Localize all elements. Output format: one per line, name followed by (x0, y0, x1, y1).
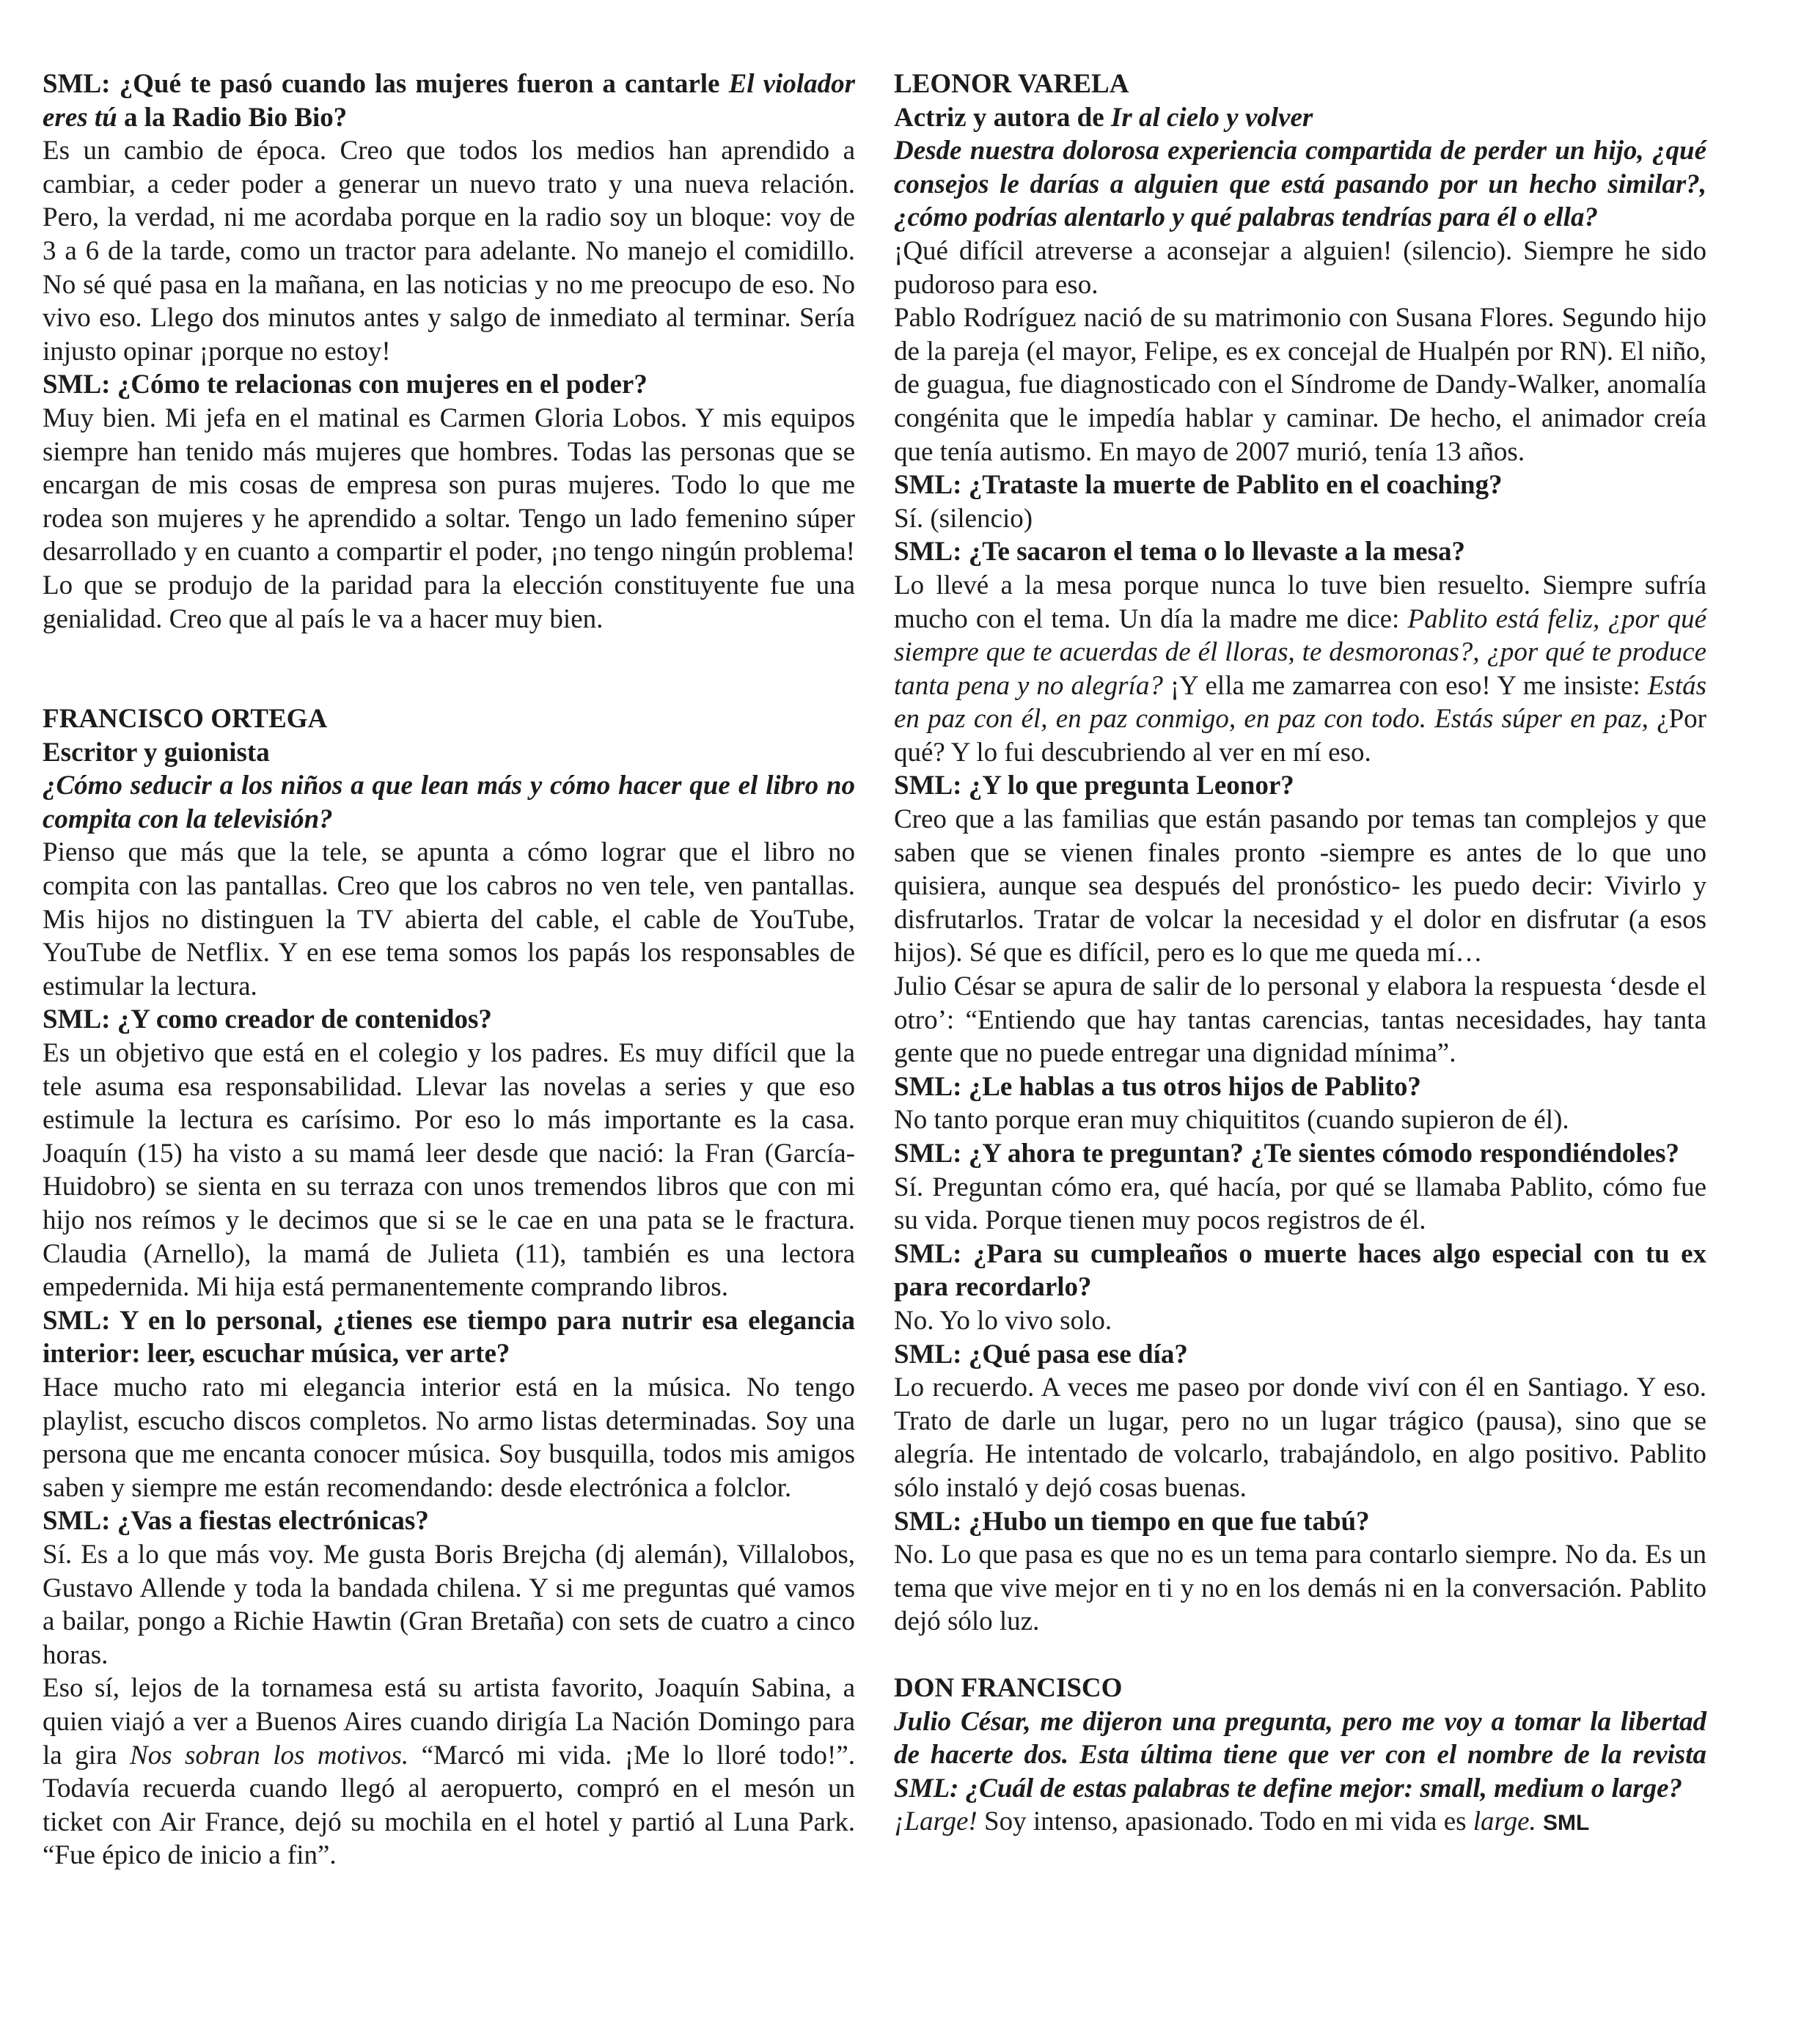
answer-paragraph: Es un objetivo que está en el colegio y los padres. Es muy difícil que la tele asuma esa responsabilidad. Llevar las novelas a series y que eso estimule la lectura es carísimo. Por eso lo más importante es la casa. Joaquín (15) ha visto a su mamá leer desde que nació: la Fran (García-Huidobro) se sienta en su terraza con unos tremendos libros que con mi hijo nos reímos y le decimos que si se le cae en una pata se le fractura. Claudia (Arnello), la mamá de Julieta (11), también es una lectora empedernida. Mi hija está permanentemente comprando libros. (43, 1038, 855, 1303)
right-column (894, 67, 1706, 1840)
question-ese-dia: SML: ¿Qué pasa ese día? (894, 1339, 1188, 1370)
guest-question: Julio César, me dijeron una pregunta, pero me voy a tomar la libertad de hacerte dos. Esta última tiene que ver con el nombre de la revista SML: ¿Cuál de estas palabras te define mejor: small, medium o large? (894, 1706, 1706, 1804)
answer-paragraph: No tanto porque eran muy chiquititos (cuando supieron de él). (894, 1105, 1569, 1136)
answer-paragraph: Hace mucho rato mi elegancia interior está en la música. No tengo playlist, escucho discos completos. No armo listas determinadas. Soy una persona que me encanta conocer música. Soy busquilla, todos mis amigos saben y siempre me están recomendando: desde electrónica a folclor. (43, 1372, 855, 1503)
answer-paragraph: Sí. Preguntan cómo era, qué hacía, por qué se llamaba Pablito, cómo fue su vida. Porque tienen muy pocos registros de él. (894, 1172, 1706, 1236)
question-mesa: SML: ¿Te sacaron el tema o lo llevaste a la mesa? (894, 537, 1465, 567)
answer-italic: Nos sobran los motivos. (130, 1740, 409, 1771)
question-italic: El violador eres tú (43, 69, 855, 133)
question-mujeres-poder: SML: ¿Cómo te relacionas con mujeres en el poder? (43, 370, 648, 400)
question-coaching: SML: ¿Trataste la muerte de Pablito en el coaching? (894, 470, 1503, 501)
section-name-francisco-ortega: FRANCISCO ORTEGA (43, 704, 328, 735)
answer-paragraph: Sí. (silencio) (894, 503, 1033, 534)
answer-italic: large. (1473, 1806, 1536, 1837)
answer-paragraph: Pablo Rodríguez nació de su matrimonio con Susana Flores. Segundo hijo de la pareja (el mayor, Felipe, es ex concejal de Hualpén por RN). El niño, de guagua, fue diagnosticado con el Síndrome de Dandy-Walker, anomalía congénita que le impedía hablar y caminar. De hecho, el animador creía que tenía autismo. En mayo de 2007 murió, tenía 13 años. (894, 303, 1706, 467)
role-italic: Ir al cielo y volver (1110, 102, 1313, 133)
question-otros-hijos: SML: ¿Le hablas a tus otros hijos de Pablito? (894, 1071, 1421, 1102)
answer-text: “Marcó mi vida. ¡Me lo lloré todo!”. Todavía recuerda cuando llegó al aeropuerto, compró en el mesón un ticket con Air France, dejó su mochila en el hotel y partió al Luna Park. “Fue épico de inicio a fin”. (43, 1740, 856, 1871)
answer-paragraph: Sí. Es a lo que más voy. Me gusta Boris Brejcha (dj alemán), Villalobos, Gustavo Allende y toda la bandada chilena. Y si me preguntas qué vamos a bailar, pongo a Richie Hawtin (Gran Bretaña) con sets de cuatro a cinco horas. (43, 1539, 855, 1670)
question-text: a la Radio Bio Bio? (117, 102, 348, 133)
answer-paragraph (894, 569, 1706, 770)
answer-text: Soy intenso, apasionado. Todo en mi vida es (977, 1806, 1473, 1837)
answer-italic: Pablito está feliz, ¿por qué siempre que te acuerdas de él lloras, te desmoronas?, ¿por qué te produce tanta pena y no alegría? (894, 603, 1706, 701)
answer-text: Lo llevé a la mesa porque nunca lo tuve bien resuelto. Siempre sufría mucho con el tema. Un día la madre me dice: (894, 570, 1706, 634)
left-column (43, 67, 855, 1872)
question-cumpleanos: SML: ¿Para su cumpleaños o muerte haces algo especial con tu ex para recordarlo? (894, 1238, 1706, 1303)
question-creador-contenidos: SML: ¿Y como creador de contenidos? (43, 1004, 492, 1035)
question-leonor: SML: ¿Y lo que pregunta Leonor? (894, 771, 1294, 801)
role-text: Actriz y autora de (894, 102, 1111, 133)
answer-paragraph: Pienso que más que la tele, se apunta a cómo lograr que el libro no compita con las pantallas. Creo que los cabros no ven tele, ven pantallas. Mis hijos no distinguen la TV abierta del cable, el cable de YouTube, YouTube de Netflix. Y en ese tema somos los papás los responsables de estimular la lectura. (43, 837, 855, 1001)
section-spacer (43, 636, 855, 702)
answer-italic: Estás en paz con él, en paz conmigo, en paz con todo. Estás súper en paz, (894, 670, 1706, 735)
question-elegancia-interior: SML: Y en lo personal, ¿tienes ese tiempo para nutrir esa elegancia interior: leer, escuchar música, ver arte? (43, 1305, 855, 1370)
answer-italic: ¡Large! (894, 1806, 978, 1837)
answer-text: Eso sí, lejos de la tornamesa está su artista favorito, Joaquín Sabina, a quien viajó a ver a Buenos Aires cuando dirigía La Nación Domingo para la gira (43, 1673, 855, 1771)
answer-paragraph: No. Yo lo vivo solo. (894, 1305, 1112, 1336)
answer-paragraph: Es un cambio de época. Creo que todos los medios han aprendido a cambiar, a ceder poder a generar un nuevo trato y una nueva relación. Pero, la verdad, ni me acordaba porque en la radio soy un bloque: voy de 3 a 6 de la tarde, como un tractor para adelante. No manejo el comidillo. No sé qué pasa en la mañana, en las noticias y no me preocupo de eso. No vivo eso. Llego dos minutos antes y salgo de inmediato al terminar. Sería injusto opinar ¡porque no estoy! (43, 136, 855, 367)
answer-paragraph: ¡Qué difícil atreverse a aconsejar a alguien! (silencio). Siempre he sido pudoroso para eso. (894, 235, 1706, 300)
guest-question: Desde nuestra dolorosa experiencia compartida de perder un hijo, ¿qué consejos le darías a alguien que está pasando por un hecho similar?, ¿cómo podrías alentarlo y qué palabras tendrías para él o ella? (894, 136, 1706, 233)
section-name-don-francisco: DON FRANCISCO (894, 1672, 1123, 1703)
question-radio-bio-bio (43, 67, 855, 134)
answer-paragraph: Lo recuerdo. A veces me paseo por donde viví con él en Santiago. Y eso. Trato de darle un lugar, pero no un lugar trágico (pausa), sino que se alegría. He intentado de volcarlo, trabajándolo, en algo positivo. Pablito sólo instaló y dejó cosas buenas. (894, 1372, 1706, 1503)
question-tabu: SML: ¿Hubo un tiempo en que fue tabú? (894, 1506, 1370, 1537)
section-role (894, 101, 1706, 135)
answer-paragraph: No. Lo que pasa es que no es un tema para contarlo siempre. No da. Es un tema que vive mejor en ti y no en los demás ni en la conversación. Pablito dejó sólo luz. (894, 1540, 1706, 1637)
sml-end-mark: SML (1543, 1811, 1590, 1836)
answer-paragraph: Creo que a las familias que están pasando por temas tan complejos y que saben que se vienen finales pronto -siempre es antes de lo que uno quisiera, aunque sea después del pronóstico- les puedo decir: Vivirlo y disfrutarlos. Tratar de volcar la necesidad y el dolor en disfrutar (a esos hijos). Sé que es difícil, pero es lo que me queda mí… (894, 804, 1706, 968)
question-text: SML: ¿Qué te pasó cuando las mujeres fueron a cantarle (43, 69, 729, 99)
section-role: Escritor y guionista (43, 737, 270, 768)
guest-question: ¿Cómo seducir a los niños a que lean más y cómo hacer que el libro no compita con la televisión? (43, 771, 855, 834)
answer-paragraph: Julio César se apura de salir de lo personal y elabora la respuesta ‘desde el otro’: “Entiendo que hay tantas carencias, tantas necesidades, hay tanta gente que no puede entregar una dignidad mínima”. (894, 971, 1706, 1069)
question-preguntan: SML: ¿Y ahora te preguntan? ¿Te sientes cómodo respondiéndoles? (894, 1139, 1680, 1169)
section-spacer (894, 1639, 1706, 1672)
question-fiestas-electronicas: SML: ¿Vas a fiestas electrónicas? (43, 1506, 429, 1537)
answer-paragraph-sabina (43, 1672, 855, 1872)
answer-paragraph: Muy bien. Mi jefa en el matinal es Carmen Gloria Lobos. Y mis equipos siempre han tenido más mujeres que hombres. Todas las personas que se encargan de mis cosas de empresa son puras mujeres. Todo lo que me rodea son mujeres y he aprendido a soltar. Tengo un lado femenino súper desarrollado y en cuanto a compartir el poder, ¡no tengo ningún problema! Lo que se produjo de la paridad para la elección constituyente fue una genialidad. Creo que al país le va a hacer muy bien. (43, 402, 855, 634)
answer-text: ¿Por qué? Y lo fui descubriendo al ver en mí eso. (894, 704, 1706, 768)
answer-text: ¡Y ella me zamarrea con eso! Y me insiste: (1162, 670, 1648, 701)
section-name-leonor-varela: LEONOR VARELA (894, 69, 1129, 99)
answer-paragraph-final (894, 1805, 1706, 1840)
